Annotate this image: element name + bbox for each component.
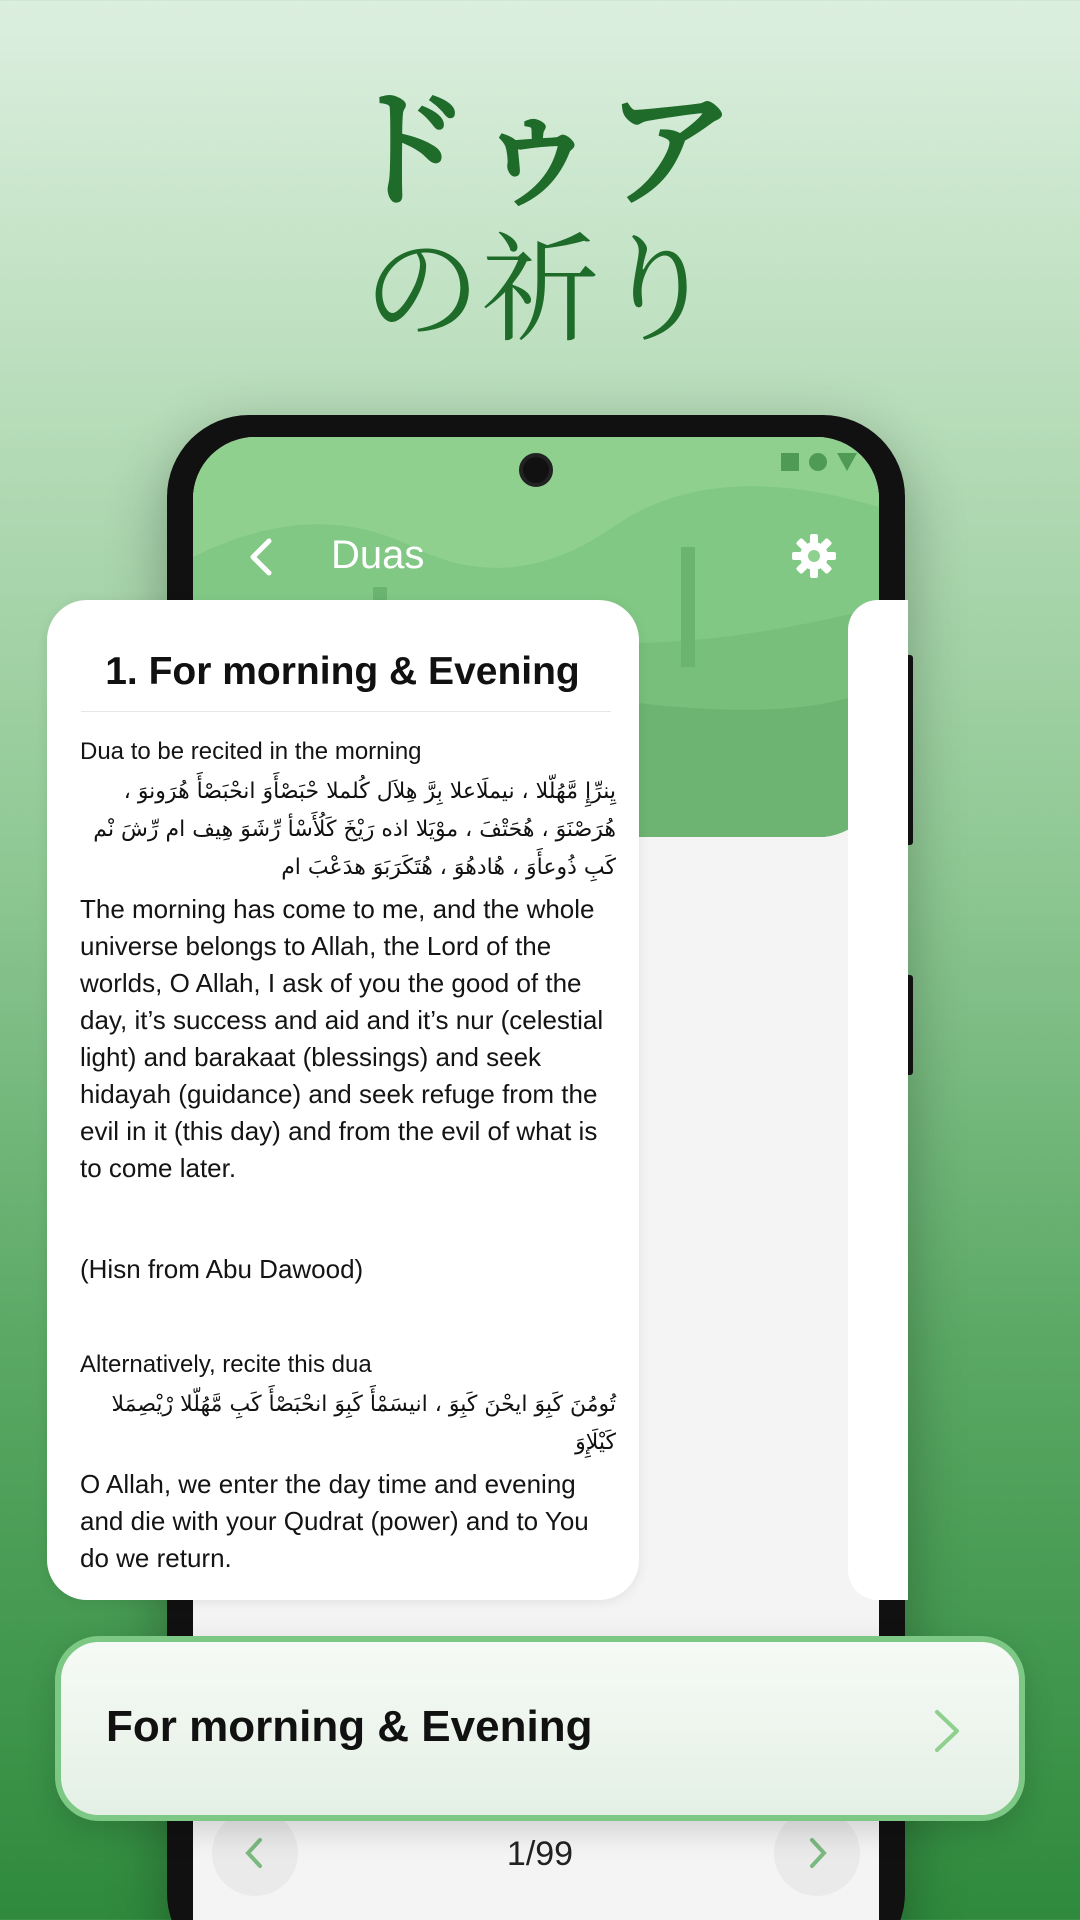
back-button[interactable] (241, 535, 285, 579)
promo-title-line1: ドゥア (340, 74, 740, 226)
promo-title-line2: の祈り (362, 221, 717, 359)
promo-title (0, 74, 1080, 359)
page-counter: 1/99 (506, 1835, 574, 1873)
signal-icon (837, 453, 857, 471)
section-subtitle: Alternatively, recite this dua (80, 1351, 372, 1378)
chevron-right-icon (774, 1810, 860, 1896)
translation-text: The morning has come to me, and the whole universe belongs to Allah, the Lord of the worlds, O Allah, I ask of you the good of the day, it’s success and aid and it’s nur (celestial light) and barakaat (blessings) and seek hidayah (guidance) and seek refuge from the evil in it (this day) and from the evil of what is to come later. (80, 894, 604, 1183)
dua-title-banner[interactable] (55, 1636, 1025, 1821)
circle-icon (809, 453, 827, 471)
section-subtitle: Dua to be recited in the morning (80, 738, 422, 765)
front-camera (519, 453, 553, 487)
gear-icon (789, 531, 839, 581)
chevron-left-icon (241, 535, 285, 579)
spacer (80, 1187, 616, 1247)
next-card-peek[interactable] (848, 600, 908, 1600)
source-text: (Hisn from Abu Dawood) (80, 1254, 364, 1284)
card-body (80, 735, 616, 1577)
app-title: Duas (331, 533, 425, 577)
translation-text: O Allah, we enter the day time and evening and die with your Qudrat (power) and to You do we return. (80, 1469, 589, 1573)
arabic-text: تُومُنَ كَبِوَ ايحْنَ كَبِوَ ، انيسَمْأَ كَبِوَ انحْبَصْأَ كَبِ مَّهُلّلا رْيْصِمَلا كَيْلَإِوَ (111, 1392, 616, 1455)
spacer (80, 1288, 616, 1348)
next-page-button[interactable] (774, 1810, 860, 1896)
settings-button[interactable] (789, 531, 839, 581)
app-bar (193, 517, 879, 597)
card-divider (81, 711, 611, 712)
chevron-right-icon (923, 1708, 969, 1754)
arabic-text: يِنرِّإِ مَّهُلّلا ، نيملَاعلا بِرَّ هِلاَل كُلملا حْبَصْأَوَ انحْبَصْأَ هُرَونوَ ، هُرَصْنَوَ ، هُحَتْفَ ، موْيَلا اذه رَيْخَ كَلُأَسْأ رِّشَوَ هِيف ام رِّشَ نْم كَبِ ذُوعأَوَ ، هُادهُوَ ، هُتَكَرَبَوَ هدَعْبَ ام (93, 779, 616, 880)
status-icons (781, 453, 857, 471)
card-title: 1. For morning & Evening (105, 650, 580, 693)
stop-icon (781, 453, 799, 471)
banner-label: For morning & Evening (106, 1702, 593, 1751)
